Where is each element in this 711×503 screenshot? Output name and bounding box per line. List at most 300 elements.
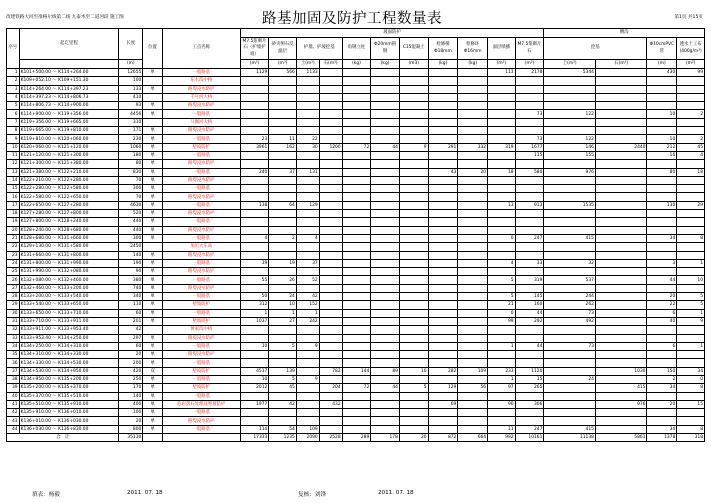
row-position: 单 (143, 102, 162, 110)
range-separator: ～ (50, 277, 59, 283)
row-value: 6 (647, 309, 677, 317)
row-value (371, 359, 400, 367)
row-work-name: 一般路基 (162, 375, 240, 383)
row-value (544, 160, 596, 168)
table-row (7, 77, 705, 85)
row-length: 133 (119, 85, 143, 93)
row-length: 340 (119, 293, 143, 301)
range-start: K128+240.00 (20, 227, 51, 233)
row-value (488, 102, 515, 110)
row-range (19, 367, 119, 375)
row-position: 单 (143, 334, 162, 342)
range-end: K128+240.00 (58, 219, 89, 225)
row-value (428, 326, 458, 334)
row-value (240, 160, 269, 168)
row-work-name: 路堤浸水防护 (162, 251, 240, 259)
row-position: 单 (143, 375, 162, 383)
table-row (7, 276, 705, 284)
row-value (399, 226, 428, 234)
row-value (319, 251, 342, 259)
row-value (296, 359, 319, 367)
row-work-name: 一般路基 (162, 276, 240, 284)
row-value (269, 351, 296, 359)
row-value (319, 342, 342, 350)
row-value (319, 409, 342, 417)
row-value: 109 (296, 425, 319, 433)
row-value (544, 176, 596, 184)
range-start: K114+900.00 (20, 111, 51, 117)
row-value: 72 (342, 384, 371, 392)
row-value: 9 (677, 317, 705, 325)
row-value: 90 (488, 400, 515, 408)
row-value (240, 176, 269, 184)
row-value (319, 127, 342, 135)
row-value (677, 218, 705, 226)
row-seq: 22 (7, 243, 20, 251)
row-value (371, 210, 400, 218)
row-value (647, 127, 677, 135)
row-value: 415 (544, 234, 596, 242)
row-value (240, 392, 269, 400)
row-value: 73 (515, 110, 544, 118)
row-value (296, 127, 319, 135)
row-value (371, 193, 400, 201)
row-range (19, 193, 119, 201)
row-value (595, 85, 647, 93)
row-position: 单 (143, 301, 162, 309)
row-value (269, 417, 296, 425)
row-value (240, 185, 269, 193)
row-value (399, 201, 428, 209)
row-value (319, 118, 342, 126)
row-value (342, 400, 371, 408)
row-value (428, 351, 458, 359)
row-value: 2 (677, 110, 705, 118)
col-ditch-excavation: 挖基 (544, 38, 647, 60)
row-value (677, 185, 705, 193)
row-length: 42 (119, 326, 143, 334)
range-separator: ～ (50, 136, 59, 142)
row-value (319, 284, 342, 292)
row-value (544, 226, 596, 234)
row-value (240, 359, 269, 367)
range-end: K127+800.00 (58, 211, 89, 217)
row-value: 55 (240, 276, 269, 284)
row-value (296, 102, 319, 110)
row-work-name: 堑坡防护 (162, 384, 240, 392)
row-value (647, 243, 677, 251)
range-end: K133+710.00 (58, 310, 89, 316)
row-seq: 33 (7, 334, 20, 342)
row-value (544, 384, 596, 392)
row-value (319, 193, 342, 201)
row-range (19, 185, 119, 193)
row-value: 1 (488, 342, 515, 350)
row-value: 37 (269, 168, 296, 176)
row-value (371, 185, 400, 193)
row-range (19, 392, 119, 400)
row-value: 580 (515, 168, 544, 176)
row-value (269, 102, 296, 110)
range-separator: ～ (50, 260, 59, 266)
row-value (515, 176, 544, 184)
range-separator: ～ (50, 252, 59, 258)
row-value (371, 293, 400, 301)
row-value (342, 342, 371, 350)
row-value (342, 309, 371, 317)
row-value (342, 234, 371, 242)
row-value (595, 425, 647, 433)
total-value: 5861 (595, 434, 647, 442)
row-value (677, 176, 705, 184)
row-value (647, 268, 677, 276)
total-label: 合 计 (7, 434, 119, 442)
row-value (296, 160, 319, 168)
row-value: 50 (240, 293, 269, 301)
table-row (7, 69, 705, 77)
row-value: 782 (319, 367, 342, 375)
row-value (269, 243, 296, 251)
row-position: 单 (143, 276, 162, 284)
row-range (19, 77, 119, 85)
row-value (296, 351, 319, 359)
row-value (269, 118, 296, 126)
row-range (19, 400, 119, 408)
row-value (544, 93, 596, 101)
row-value (595, 334, 647, 342)
row-work-name: 堑坡防护 (162, 301, 240, 309)
row-value: 11 (269, 135, 296, 143)
filler-label: 填表： (32, 492, 49, 498)
row-value: 34 (647, 234, 677, 242)
range-separator: ～ (50, 418, 59, 424)
row-value (269, 93, 296, 101)
range-separator: ～ (50, 219, 59, 225)
row-value (319, 326, 342, 334)
row-value (488, 151, 515, 159)
row-value (677, 359, 705, 367)
row-position: 单 (143, 409, 162, 417)
row-value: 97 (488, 384, 515, 392)
row-value: 8 (677, 234, 705, 242)
group-slope-protection: 坡面防护 (240, 29, 544, 38)
row-position: 单 (143, 317, 162, 325)
row-value (240, 351, 269, 359)
row-seq: 10 (7, 143, 20, 151)
row-value (371, 417, 400, 425)
row-value (371, 268, 400, 276)
row-value: 5 (488, 276, 515, 284)
row-length: 830 (119, 168, 143, 176)
row-value (319, 185, 342, 193)
row-value: 69 (428, 400, 458, 408)
row-value: 32 (544, 259, 596, 267)
range-end: K133+650.00 (58, 302, 89, 308)
row-value: 247 (515, 234, 544, 242)
table-row (7, 201, 705, 209)
range-start: K134+250.00 (20, 343, 51, 349)
row-value (240, 77, 269, 85)
row-value (428, 334, 458, 342)
row-value: 1129 (240, 69, 269, 77)
row-value (428, 251, 458, 259)
range-start: K132+460.00 (20, 285, 51, 291)
range-separator: ～ (50, 244, 59, 250)
row-value: 24 (544, 375, 596, 383)
row-length: 70 (119, 176, 143, 184)
table-row (7, 425, 705, 433)
row-value (515, 351, 544, 359)
row-value: 73 (515, 135, 544, 143)
row-value (342, 409, 371, 417)
row-seq: 44 (7, 425, 20, 433)
row-work-name: 一般路基 (162, 151, 240, 159)
row-value (458, 102, 488, 110)
row-value (544, 185, 596, 193)
unit-c11b: 石(m³) (595, 60, 647, 69)
row-work-name: 一般路基 (162, 359, 240, 367)
row-value (595, 276, 647, 284)
row-value (458, 160, 488, 168)
row-seq: 12 (7, 160, 20, 168)
row-seq: 36 (7, 359, 20, 367)
range-end: K120+060.00 (58, 136, 89, 142)
row-seq: 40 (7, 392, 20, 400)
row-value (342, 392, 371, 400)
row-value: 42 (296, 293, 319, 301)
row-value (428, 268, 458, 276)
row-value: 5 (488, 293, 515, 301)
range-start: K135+910.00 (20, 410, 51, 416)
row-position (143, 93, 162, 101)
row-length: 297 (119, 334, 143, 342)
row-value (240, 268, 269, 276)
row-value: 1120 (515, 367, 544, 375)
row-seq: 27 (7, 284, 20, 292)
row-position (143, 243, 162, 251)
total-value: 11138 (544, 434, 596, 442)
row-value (371, 425, 400, 433)
row-position: 单 (143, 160, 162, 168)
row-work-name: 一般路基 (162, 259, 240, 267)
row-value (319, 317, 342, 325)
row-value: 114 (240, 425, 269, 433)
row-length: 140 (119, 392, 143, 400)
row-value (677, 417, 705, 425)
row-value (399, 243, 428, 251)
row-value (677, 284, 705, 292)
total-value: 2528 (319, 434, 342, 442)
row-length: 60 (119, 309, 143, 317)
row-value (296, 409, 319, 417)
row-value (399, 69, 428, 77)
row-value (458, 118, 488, 126)
row-position: 单 (143, 127, 162, 135)
range-end: K133+200.00 (58, 285, 89, 291)
row-position (143, 77, 162, 85)
row-value (458, 259, 488, 267)
row-work-name: 路堤浸水防护 (162, 85, 240, 93)
row-position: 单 (143, 226, 162, 234)
row-value (488, 243, 515, 251)
row-value (647, 210, 677, 218)
table-row (7, 359, 705, 367)
row-value (371, 201, 400, 209)
row-value (488, 334, 515, 342)
row-value: 138 (240, 201, 269, 209)
range-start: K133+650.00 (20, 310, 51, 316)
range-separator: ～ (50, 310, 59, 316)
row-range (19, 102, 119, 110)
row-value (319, 351, 342, 359)
row-value (240, 417, 269, 425)
range-start: K109+052.10 (20, 78, 51, 84)
row-value (488, 93, 515, 101)
row-value (240, 118, 269, 126)
row-value (240, 85, 269, 93)
row-value: 1 (677, 259, 705, 267)
row-length: 230 (119, 135, 143, 143)
row-value (342, 375, 371, 383)
row-value (515, 118, 544, 126)
row-value (342, 317, 371, 325)
table-row (7, 326, 705, 334)
table-row (7, 309, 705, 317)
row-seq: 37 (7, 367, 20, 375)
row-seq: 35 (7, 351, 20, 359)
row-range (19, 143, 119, 151)
range-start: K101+500.00 (20, 70, 51, 76)
row-value: 4 (296, 234, 319, 242)
row-value: 2012 (240, 384, 269, 392)
row-value (488, 127, 515, 135)
row-value (342, 77, 371, 85)
range-start: K131+800.00 (20, 260, 51, 266)
row-value (269, 185, 296, 193)
row-value (428, 102, 458, 110)
range-end: K134+250.00 (58, 335, 89, 341)
total-value: 17333 (240, 434, 269, 442)
row-value (342, 351, 371, 359)
row-value (240, 151, 269, 159)
row-value (595, 234, 647, 242)
row-value (647, 176, 677, 184)
range-end: K119+356.00 (58, 111, 89, 117)
row-value (296, 110, 319, 118)
range-end: K127+280.00 (58, 202, 89, 208)
row-value (595, 417, 647, 425)
row-value (342, 201, 371, 209)
row-work-name: 一般路基 (162, 392, 240, 400)
row-range (19, 176, 119, 184)
row-seq: 1 (7, 69, 20, 77)
row-value (269, 110, 296, 118)
table-row (7, 210, 705, 218)
row-value (677, 127, 705, 135)
row-range (19, 326, 119, 334)
row-value: 44 (371, 143, 400, 151)
row-value (428, 127, 458, 135)
row-value (544, 392, 596, 400)
table-row (7, 334, 705, 342)
range-end: K121+300.00 (58, 153, 89, 159)
row-position: 单 (143, 351, 162, 359)
row-value (458, 276, 488, 284)
row-value (458, 226, 488, 234)
total-value: 664 (458, 434, 488, 442)
row-value (240, 127, 269, 135)
row-value (428, 342, 458, 350)
row-value (458, 417, 488, 425)
row-value (240, 218, 269, 226)
row-range (19, 69, 119, 77)
row-value: 5344 (544, 69, 596, 77)
row-value (240, 210, 269, 218)
row-value (544, 102, 596, 110)
row-value: 73 (544, 342, 596, 350)
row-value: 10 (399, 367, 428, 375)
table-row (7, 417, 705, 425)
row-length: 250 (119, 375, 143, 383)
row-value (458, 293, 488, 301)
row-value (319, 69, 342, 77)
row-value (428, 425, 458, 433)
row-value (269, 251, 296, 259)
row-value (342, 193, 371, 201)
row-value: 415 (544, 425, 596, 433)
row-seq: 23 (7, 251, 20, 259)
row-value (515, 392, 544, 400)
row-value: 9 (296, 342, 319, 350)
row-value: 122 (544, 110, 596, 118)
range-end: K119+810.00 (58, 128, 89, 134)
range-separator: ～ (50, 186, 59, 192)
range-separator: ～ (50, 153, 59, 159)
range-start: K114+397.23 (20, 95, 51, 101)
row-value (399, 284, 428, 292)
row-value: 1200 (319, 143, 342, 151)
row-length: 20 (119, 351, 143, 359)
row-value (428, 201, 458, 209)
row-value (458, 218, 488, 226)
row-value: 37 (296, 259, 319, 267)
row-length: 60 (119, 342, 143, 350)
row-value: 34 (677, 367, 705, 375)
row-position: 单 (143, 293, 162, 301)
row-value: 8 (677, 384, 705, 392)
row-value (240, 326, 269, 334)
table-row (7, 93, 705, 101)
row-work-name: 路堤浸水防护 (162, 417, 240, 425)
row-value (428, 417, 458, 425)
row-value: 23 (240, 135, 269, 143)
row-work-name: 危岩落石处理及堑坡防护 (162, 400, 240, 408)
row-value (371, 400, 400, 408)
row-value: 212 (647, 143, 677, 151)
table-row (7, 284, 705, 292)
row-value (595, 102, 647, 110)
row-value (319, 392, 342, 400)
row-value (371, 284, 400, 292)
range-start: K127+800.00 (20, 219, 51, 225)
row-value (319, 77, 342, 85)
row-value (458, 334, 488, 342)
row-range (19, 351, 119, 359)
row-value: 1 (677, 342, 705, 350)
row-value (269, 210, 296, 218)
unit-c12: (m) (647, 60, 677, 69)
row-value (677, 326, 705, 334)
